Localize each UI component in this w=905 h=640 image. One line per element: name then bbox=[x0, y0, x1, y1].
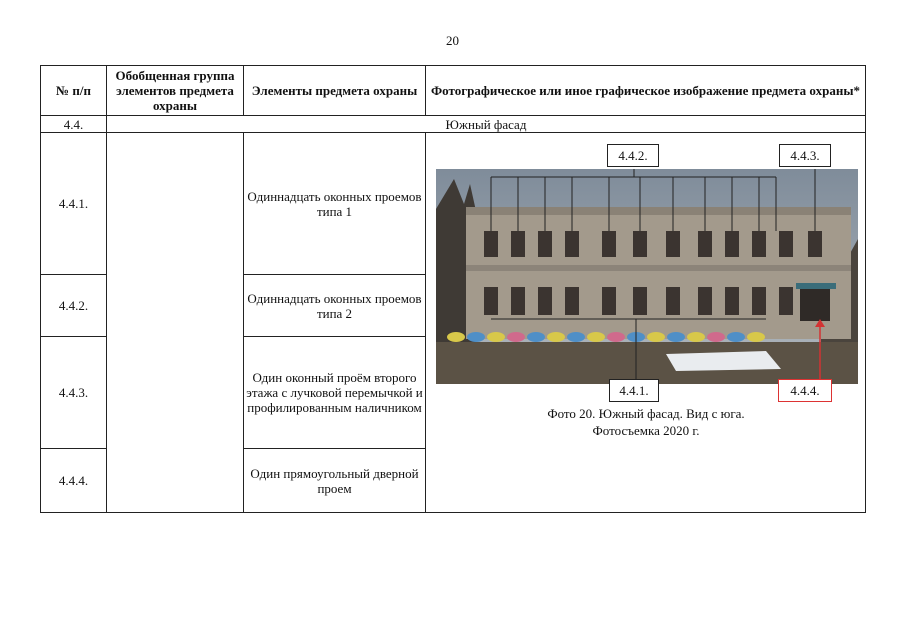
section-number: 4.4. bbox=[41, 116, 107, 133]
row-number: 4.4.1. bbox=[41, 133, 107, 275]
header-elements: Элементы предмета охраны bbox=[244, 66, 426, 116]
row-element: Одиннадцать оконных проемов типа 2 bbox=[244, 275, 426, 337]
group-cell bbox=[107, 133, 244, 513]
row-element: Один прямоугольный дверной проем bbox=[244, 449, 426, 513]
table-header-row bbox=[41, 66, 866, 116]
table-row bbox=[41, 133, 866, 275]
section-title: Южный фасад bbox=[107, 116, 866, 133]
callout-4-4-3: 4.4.3. bbox=[779, 144, 831, 167]
header-image: Фотографическое или иное графическое изображение предмета охраны* bbox=[426, 66, 866, 116]
row-number: 4.4.3. bbox=[41, 337, 107, 449]
callout-4-4-1: 4.4.1. bbox=[609, 379, 659, 402]
caption-line-2: Фотосъемка 2020 г. bbox=[592, 423, 700, 438]
row-element: Одиннадцать оконных проемов типа 1 bbox=[244, 133, 426, 275]
header-number: № п/п bbox=[41, 66, 107, 116]
facade-photo bbox=[436, 169, 858, 384]
protection-table bbox=[40, 65, 866, 513]
image-cell bbox=[426, 133, 866, 513]
callout-4-4-2: 4.4.2. bbox=[607, 144, 659, 167]
row-element: Один оконный проём второго этажа с лучковой перемычкой и профилированным наличником bbox=[244, 337, 426, 449]
callout-4-4-4: 4.4.4. bbox=[778, 379, 832, 402]
page-number: 20 bbox=[446, 33, 459, 48]
photo-caption bbox=[426, 405, 866, 439]
row-number: 4.4.2. bbox=[41, 275, 107, 337]
row-number: 4.4.4. bbox=[41, 449, 107, 513]
header-group: Обобщенная группа элементов предмета охраны bbox=[107, 66, 244, 116]
section-row bbox=[41, 116, 866, 133]
caption-line-1: Фото 20. Южный фасад. Вид с юга. bbox=[547, 406, 745, 421]
photo-figure bbox=[426, 133, 866, 515]
